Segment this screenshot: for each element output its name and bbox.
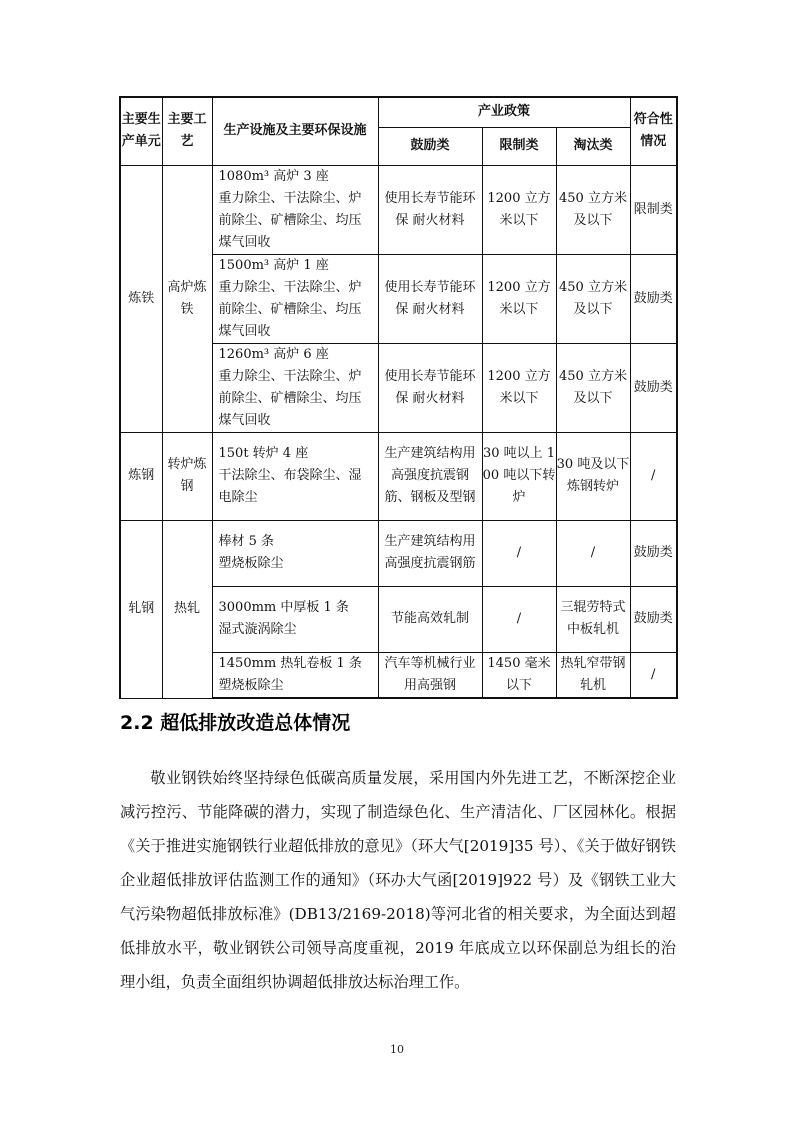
facility-cell: 1500m³ 高炉 1 座 重力除尘、干法除尘、炉前除尘、矿槽除尘、均压煤气回收 xyxy=(212,254,378,343)
eliminate-cell: / xyxy=(556,520,630,586)
table-row xyxy=(120,520,677,586)
unit-cell: 炼铁 xyxy=(120,165,162,432)
eliminate-cell: 30 吨及以下炼钢转炉 xyxy=(556,432,630,520)
restrict-cell: 1450 毫米以下 xyxy=(482,652,556,698)
facility-cell: 棒材 5 条 塑烧板除尘 xyxy=(212,520,378,586)
encourage-cell: 生产建筑结构用高强度抗震钢筋、钢板及型钢 xyxy=(378,432,482,520)
encourage-cell: 使用长寿节能环保 耐火材料 xyxy=(378,254,482,343)
restrict-cell: 30 吨以上 100 吨以下转炉 xyxy=(482,432,556,520)
process-cell: 高炉炼铁 xyxy=(162,165,212,432)
header-eliminate: 淘汰类 xyxy=(556,127,630,165)
process-cell: 热轧 xyxy=(162,520,212,698)
table-row xyxy=(120,432,677,520)
compliance-cell: / xyxy=(630,432,677,520)
unit-cell: 炼钢 xyxy=(120,432,162,520)
header-policy: 产业政策 xyxy=(378,97,630,127)
compliance-cell: 限制类 xyxy=(630,165,677,254)
restrict-cell: / xyxy=(482,586,556,652)
header-compliance: 符合性情况 xyxy=(630,97,677,165)
facility-cell: 1260m³ 高炉 6 座 重力除尘、干法除尘、炉前除尘、矿槽除尘、均压煤气回收 xyxy=(212,343,378,432)
compliance-cell: 鼓励类 xyxy=(630,343,677,432)
encourage-cell: 生产建筑结构用高强度抗震钢筋 xyxy=(378,520,482,586)
encourage-cell: 节能高效轧制 xyxy=(378,586,482,652)
section-heading: 2.2 超低排放改造总体情况 xyxy=(120,712,351,734)
section-paragraph: 敬业钢铁始终坚持绿色低碳高质量发展，采用国内外先进工艺，不断深挖企业减污控污、节能降碳的潜力，实现了制造绿色化、生产清洁化、厂区园林化。根据《关于推进实施钢铁行业超低排放的意见》（环大气[2019]35 号）、《关于做好钢铁企业超低排放评估监测工作的通知》（环办大气函[2019]922 号）及《钢铁工业大气污染物超低排放标准》(DB13/2169-2018)等河北省的相关要求，为全面达到超低排放水平，敬业钢铁公司领导高度重视，2019 年底成立以环保副总为组长的治理小组，负责全面组织协调超低排放达标治理工作。 xyxy=(120,769,676,991)
process-cell: 转炉炼钢 xyxy=(162,432,212,520)
eliminate-cell: 三辊劳特式中板轧机 xyxy=(556,586,630,652)
compliance-cell: 鼓励类 xyxy=(630,254,677,343)
restrict-cell: / xyxy=(482,520,556,586)
compliance-cell: 鼓励类 xyxy=(630,520,677,586)
table-row xyxy=(120,165,677,254)
encourage-cell: 使用长寿节能环保 耐火材料 xyxy=(378,165,482,254)
unit-cell: 轧钢 xyxy=(120,520,162,698)
facility-cell: 150t 转炉 4 座 干法除尘、布袋除尘、湿电除尘 xyxy=(212,432,378,520)
restrict-cell: 1200 立方米以下 xyxy=(482,165,556,254)
header-encourage: 鼓励类 xyxy=(378,127,482,165)
facility-cell: 3000mm 中厚板 1 条 湿式漩涡除尘 xyxy=(212,586,378,652)
facility-cell: 1450mm 热轧卷板 1 条 塑烧板除尘 xyxy=(212,652,378,698)
header-process: 主要工艺 xyxy=(162,97,212,165)
encourage-cell: 汽车等机械行业用高强钢 xyxy=(378,652,482,698)
eliminate-cell: 热轧窄带钢轧机 xyxy=(556,652,630,698)
compliance-cell: / xyxy=(630,652,677,698)
page-number: 10 xyxy=(390,1043,404,1056)
eliminate-cell: 450 立方米及以下 xyxy=(556,165,630,254)
compliance-cell: 鼓励类 xyxy=(630,586,677,652)
header-facility: 生产设施及主要环保设施 xyxy=(212,97,378,165)
eliminate-cell: 450 立方米及以下 xyxy=(556,254,630,343)
eliminate-cell: 450 立方米及以下 xyxy=(556,343,630,432)
restrict-cell: 1200 立方米以下 xyxy=(482,254,556,343)
header-unit: 主要生产单元 xyxy=(120,97,162,165)
restrict-cell: 1200 立方米以下 xyxy=(482,343,556,432)
industrial-policy-table xyxy=(119,96,678,699)
encourage-cell: 使用长寿节能环保 耐火材料 xyxy=(378,343,482,432)
facility-cell: 1080m³ 高炉 3 座 重力除尘、干法除尘、炉前除尘、矿槽除尘、均压煤气回收 xyxy=(212,165,378,254)
header-restrict: 限制类 xyxy=(482,127,556,165)
